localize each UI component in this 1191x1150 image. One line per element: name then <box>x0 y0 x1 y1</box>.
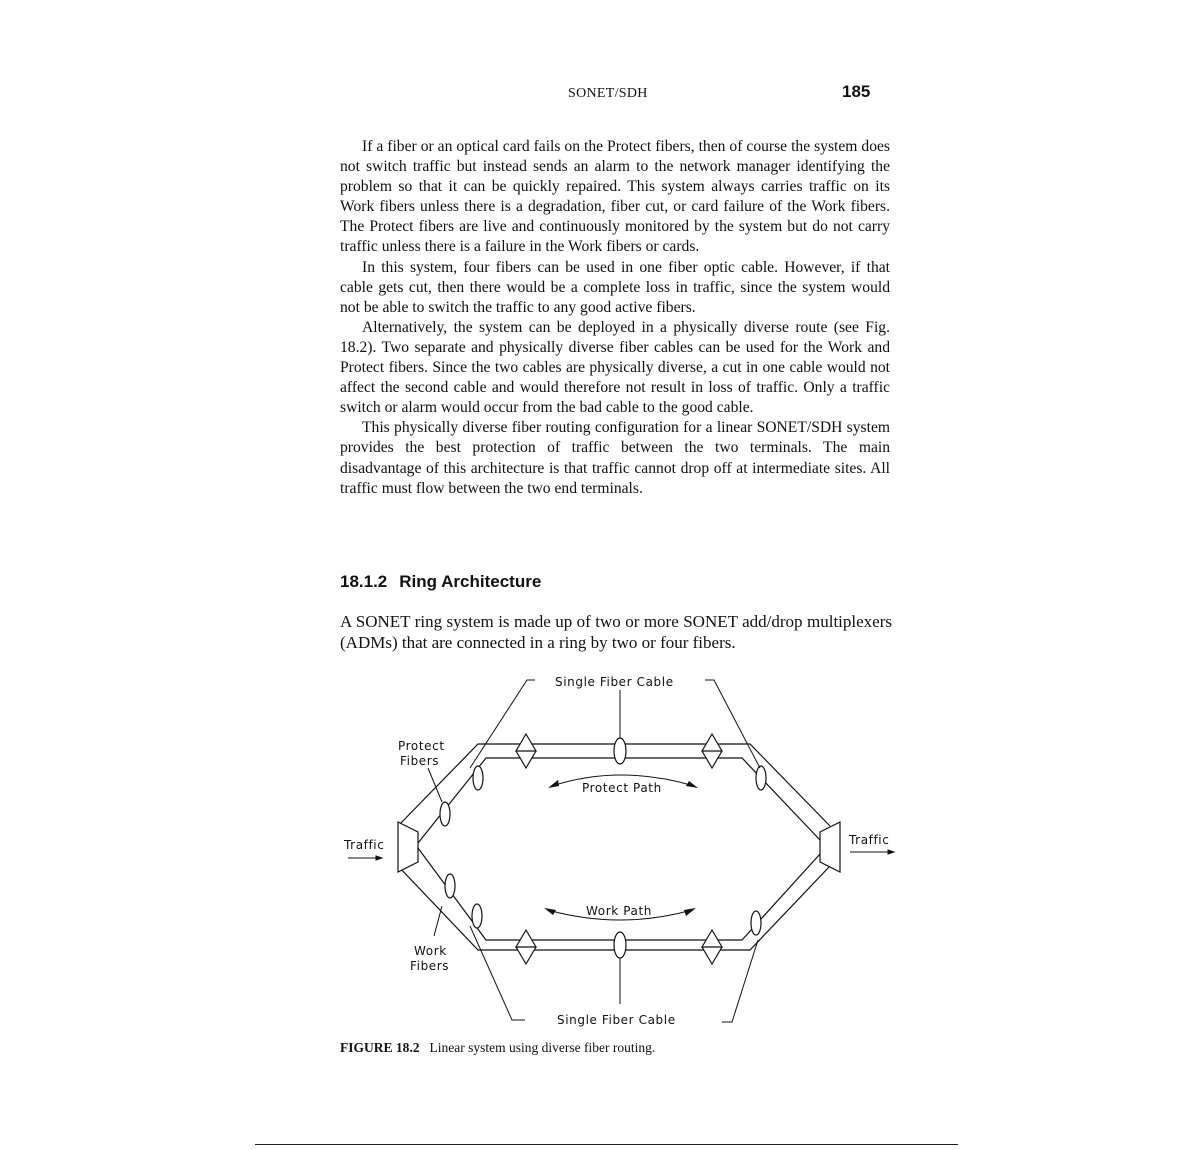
label-protect-fibers-2: Fibers <box>400 754 440 768</box>
callout-protect-fibers <box>428 768 442 802</box>
right-terminal <box>820 822 840 872</box>
protect-path-arrow-left <box>548 780 559 788</box>
adm-top-right <box>702 734 722 768</box>
label-protect-path: Protect Path <box>582 781 662 795</box>
label-work-fibers-2: Fibers <box>410 959 450 973</box>
figure-diagram <box>330 668 910 1033</box>
label-traffic-right: Traffic <box>849 833 890 847</box>
label-protect-fibers-1: Protect <box>398 739 445 753</box>
work-path-arrow-right <box>684 908 696 916</box>
splice-top-mid <box>614 738 626 764</box>
label-single-fiber-bottom: Single Fiber Cable <box>557 1013 676 1027</box>
section-number: 18.1.2 <box>340 572 388 591</box>
caption-number: FIGURE 18.2 <box>340 1040 420 1055</box>
callout-single-fiber-bottom-right <box>722 940 758 1022</box>
paragraph: This physically diverse fiber routing configuration for a linear SONET/SDH system provides the best protection of traffic between the two terminals. The main disadvantage of this architecture is that traffic cannot drop off at intermediate sites. All traffic must flow between the two end terminals. <box>340 419 890 497</box>
section-paragraph: A SONET ring system is made up of two or more SONET add/drop multiplexers (ADMs) that are connected in a ring by two or four fibers. <box>340 612 892 652</box>
paragraph: In this system, four fibers can be used in one fiber optic cable. However, if that cable gets cut, then there would be a complete loss in traffic, since the system would not be able to switch the traffic to any good active fibers. <box>340 258 890 316</box>
splice-bottom-left-b <box>472 904 482 928</box>
protect-path-arrow-right <box>686 781 698 788</box>
splice-bottom-right <box>751 911 761 935</box>
left-terminal <box>398 822 418 872</box>
running-head: SONET/SDH <box>568 86 648 101</box>
paragraph: Alternatively, the system can be deployed in a physically diverse route (see Fig. 18.2). Two separate and physically diverse fiber cables can be used for the Work and Protect fibers. Since the two cables are physically diverse, a cut in one cable would not affect the second cable and would therefore not result in loss of traffic. Only a traffic switch or alarm would occur from the bad cable to the good cable. <box>340 318 890 417</box>
bottom-rule <box>255 1144 958 1145</box>
section-title: Ring Architecture <box>399 572 542 591</box>
label-traffic-left: Traffic <box>344 838 385 852</box>
adm-bottom-right <box>702 930 722 964</box>
splice-top-left-a <box>473 766 483 790</box>
splice-top-right <box>756 766 766 790</box>
label-single-fiber-top: Single Fiber Cable <box>555 675 674 689</box>
caption-text: Linear system using diverse fiber routing. <box>429 1040 656 1055</box>
figure-caption <box>340 1040 655 1056</box>
traffic-left-arrow <box>348 856 382 860</box>
adm-top-left <box>516 734 536 768</box>
callout-work-fibers <box>434 906 442 936</box>
body-text <box>340 137 890 499</box>
splice-bottom-mid <box>614 932 626 958</box>
adm-bottom-left <box>516 930 536 964</box>
callout-lines <box>428 680 760 1022</box>
label-work-fibers-1: Work <box>414 944 447 958</box>
page-number: 185 <box>842 82 871 101</box>
traffic-right-arrow <box>850 850 894 854</box>
section-heading <box>340 572 541 592</box>
splice-top-left-b <box>440 802 450 826</box>
paragraph: If a fiber or an optical card fails on the Protect fibers, then of course the system does not switch traffic but instead sends an alarm to the network manager identifying the problem so that it can be quickly repaired. This system always carries traffic on its Work fibers unless there is a degradation, fiber cut, or card failure of the Work fibers. The Protect fibers are live and continuously monitored by the system but do not carry traffic unless there is a failure in the Work fibers or cards. <box>340 138 890 256</box>
label-work-path: Work Path <box>586 904 652 918</box>
work-path-arrow-left <box>544 908 556 915</box>
splice-bottom-left-a <box>445 874 455 898</box>
diagram-svg <box>330 668 910 1033</box>
